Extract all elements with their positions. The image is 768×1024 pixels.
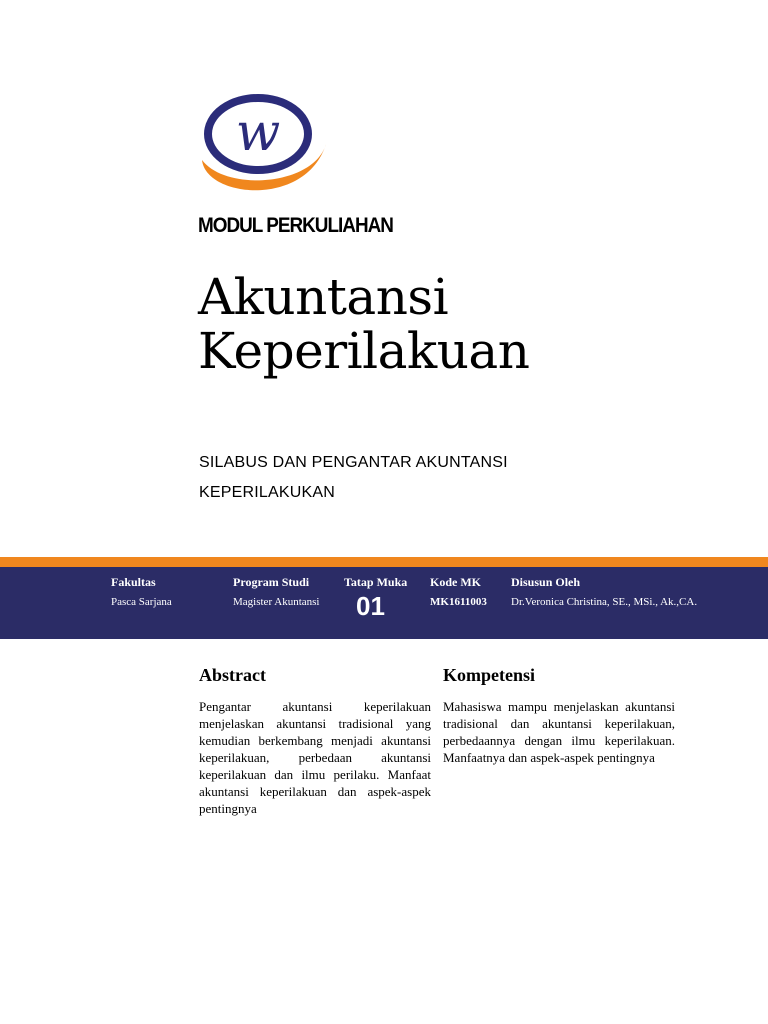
module-label: MODUL PERKULIAHAN [198,214,393,237]
faculty-label: Fakultas [111,575,156,589]
university-w-logo [196,88,332,208]
competency-body: Mahasiswa mampu menjelaskan akuntansi tradisional dan akuntansi keperilakuan, perbedaannya dengan ilmu keperilakuan. Manfaatnya dan aspek-aspek pentingnya [443,699,675,765]
session-column [344,575,407,621]
code-value: MK1611003 [430,596,487,608]
program-value: Magister Akuntansi [233,596,320,608]
code-column [430,575,487,609]
author-column [511,575,697,609]
course-title [198,270,529,378]
logo-graphic [196,88,332,208]
program-column [233,575,319,609]
logo-letter: w [235,103,281,163]
faculty-value: Pasca Sarjana [111,596,172,608]
orange-accent-bar [0,557,768,567]
course-title-line-1: Akuntansi [198,268,449,326]
author-value: Dr.Veronica Christina, SE., MSi., Ak.,CA. [511,596,698,608]
session-number: 01 [356,591,385,621]
module-subtitle-line-2: KEPERILAKUKAN [199,484,335,501]
abstract-heading: Abstract [199,665,266,685]
course-info-band [0,567,768,639]
module-subtitle-line-1: SILABUS DAN PENGANTAR AKUNTANSI [199,454,508,471]
competency-heading: Kompetensi [443,665,535,685]
module-subtitle [199,448,619,508]
code-label: Kode MK [430,575,481,589]
faculty-column [111,575,172,609]
author-label: Disusun Oleh [511,575,581,589]
abstract-body: Pengantar akuntansi keperilakuan menjelaskan akuntansi tradisional yang kemudian berkembang menjadi akuntansi keperilakuan, perbedaan akuntansi keperilakuan dan ilmu perilaku. Manfaat akuntansi keperilakuan dan aspek-aspek pentingnya [199,699,431,816]
session-label: Tatap Muka [344,575,408,589]
program-label: Program Studi [233,575,310,589]
course-title-line-2: Keperilakuan [198,322,530,380]
